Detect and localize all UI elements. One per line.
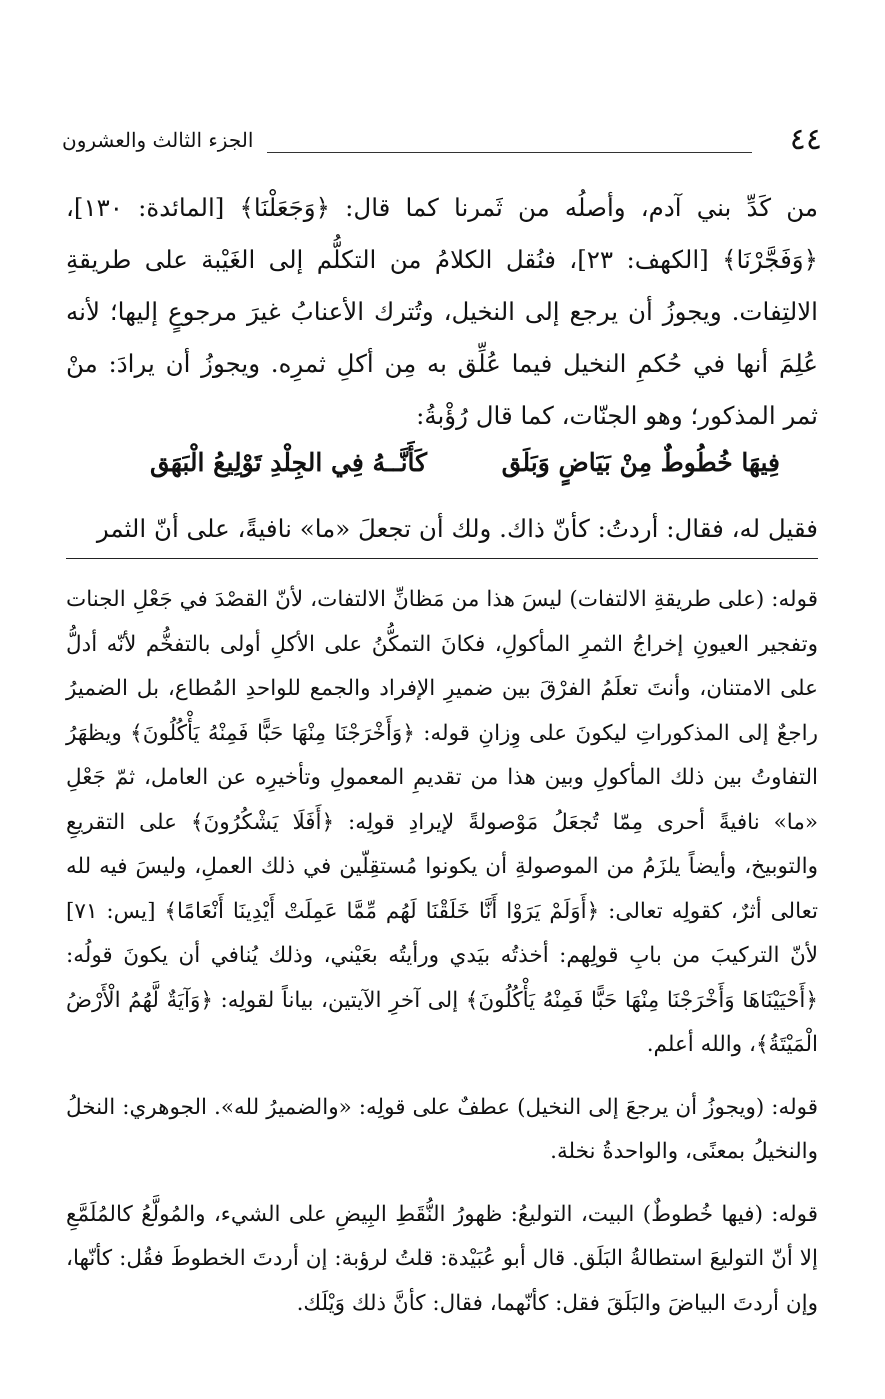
footnote-divider [66,558,818,559]
note-paragraph: قوله: (فيها خُطوطٌ) البيت، التوليعُ: ظهورُ النُّقَطِ البِيضِ على الشيء، والمُولَّعُ كالمُلَمَّعِ إلا أنّ التوليعَ استطالةُ البَلَق. قال أبو عُبَيْدة: قلتُ لرؤبة: إن أردتَ الخطوطَ فقُل: كأنّها، وإن أردتَ البياضَ والبَلَقَ فقل: كأنّهما، فقال: كأنَّ ذلك وَيْلَك. [66,1201,818,1316]
poem-verse [150,440,800,494]
poem-hemistich-second: كَأَنَّــهُ فِي الجِلْدِ تَوْلِيعُ الْبَهَق [150,448,428,477]
poem-hemistich-first: فِيهَا خُطُوطٌ مِنْ بَيَاضٍ وَبَلَق [501,448,780,477]
page-header [62,122,822,162]
main-text [66,182,818,442]
page-number: ٤٤ [789,122,822,157]
header-rule [267,152,752,153]
volume-title: الجزء الثالث والعشرون [62,128,254,152]
main-text-continued: فقيل له، فقال: أردتُ: كأنّ ذاك. ولك أن تجعلَ «ما» نافيةً، على أنّ الثمر [96,514,818,543]
commentary-notes [66,578,818,1344]
note-paragraph: قوله: (على طريقةِ الالتفات) ليسَ هذا من مَظانِّ الالتفات، لأنّ القصْدَ في جَعْلِ الجنات وتفجير العيونِ إخراجُ الثمرِ المأكولِ، فكانَ التمكُّنُ على الأكلِ أولى بالتفخُّم لأنّه أدلُّ على الامتنان، وأنتَ تعلَمُ الفرْقَ بين ضميرِ الإفراد والجمع للواحدِ المُطاع، بل الضميرُ راجعٌ إلى المذكوراتِ ليكونَ على وِزانِ قوله: ﴿وَأَخْرَجْنَا مِنْهَا حَبًّا فَمِنْهُ يَأْكُلُونَ﴾ ويظهَرُ التفاوتُ بين ذلك المأكولِ وبين هذا من تقديمِ المعمولِ وتأخيرِه عن العامل، ثمّ جَعْلِ «ما» نافيةً أحرى مِمّا تُجعَلُ مَوْصولةً لإيرادِ قولِه: ﴿أَفَلَا يَشْكُرُونَ﴾ على التقريعِ والتوبيخ، وأيضاً يلزَمُ من الموصولةِ أن يكونوا مُستقِلّين في ذلك العملِ، وليسَ فيه لله تعالى أثرٌ، كقولِه تعالى: ﴿أَوَلَمْ يَرَوْا أَنَّا خَلَقْنَا لَهُم مِّمَّا عَمِلَتْ أَيْدِينَا أَنْعَامًا﴾ [يس: ٧١] لأنّ التركيبَ من بابِ قولِهم: أخذتُه بيَدي ورأيتُه بعَيْني، وذلك يُنافي أن يكونَ قولُه: ﴿أَحْيَيْنَاهَا وَأَخْرَجْنَا مِنْهَا حَبًّا فَمِنْهُ يَأْكُلُونَ﴾ إلى آخرِ الآيتين، بياناً لقولِه: ﴿وَآيَةٌ لَّهُمُ الْأَرْضُ الْمَيْتَةُ﴾، والله أعلم. [66,587,818,1057]
main-paragraph: من كَدِّ بني آدم، وأصلُه من ثَمرنا كما قال: ﴿وَجَعَلْنَا﴾ [المائدة: ١٣٠]، ﴿وَفَجَّرْنَا﴾ [الكهف: ٢٣]، فنُقل الكلامُ من التكلُّم إلى الغَيْبة على طريقةِ الالتِفات. ويجوزُ أن يرجع إلى النخيل، وتُترك الأعنابُ غيرَ مرجوعٍ إليها؛ لأنه عُلِمَ أنها في حُكمِ النخيل فيما عُلِّق به مِن أكلِ ثمرِه. ويجوزُ أن يرادَ: منْ ثمر المذكور؛ وهو الجنّات، كما قال رُؤْبةُ: [66,193,818,430]
note-paragraph: قوله: (ويجوزُ أن يرجعَ إلى النخيل) عطفٌ على قولِه: «والضميرُ لله». الجوهري: النخلُ والنخيلُ بمعنًى، والواحدةُ نخلة. [66,1094,818,1164]
